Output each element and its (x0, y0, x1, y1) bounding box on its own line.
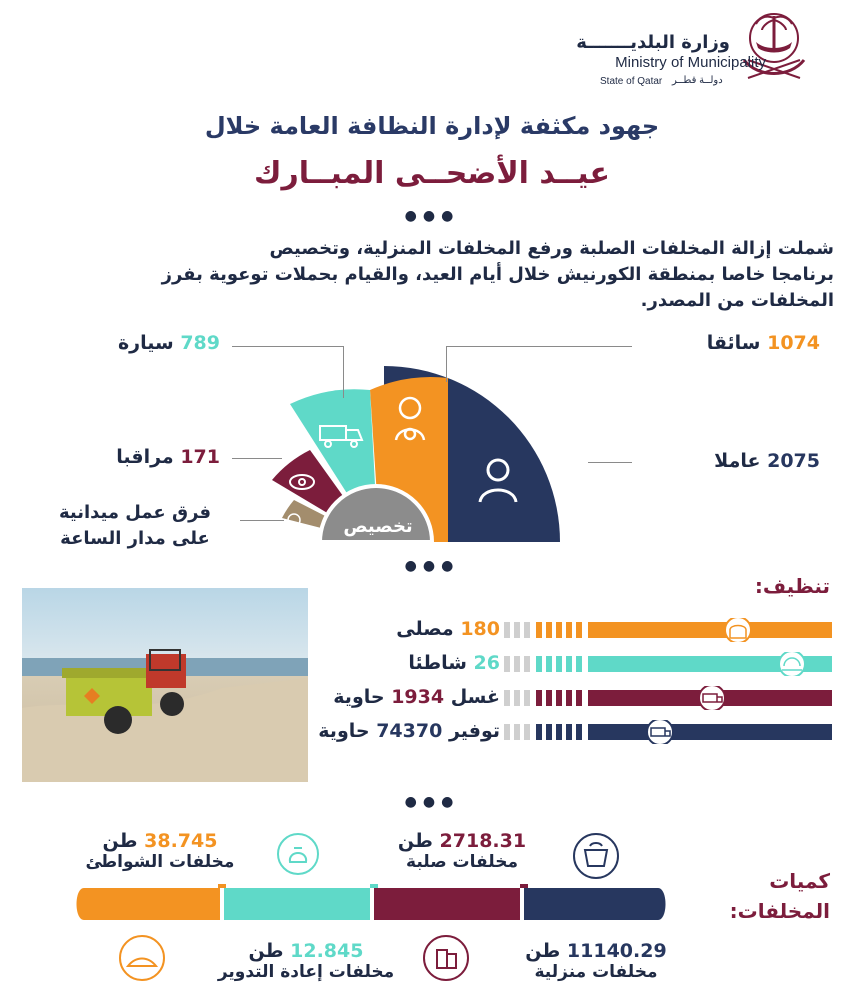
cleaning-row-prayer (312, 618, 832, 642)
household-waste-value-row (506, 940, 686, 962)
beach-waste-value-row (60, 830, 260, 852)
household-waste-label: مخلفات منزلية (534, 962, 658, 982)
waste-arrow-band (70, 884, 680, 924)
drivers-leader-line-v (446, 346, 447, 382)
drivers-leader-line (446, 346, 632, 347)
workers-label: عاملا (714, 450, 761, 472)
teams-line-2: على مدار الساعة (60, 528, 210, 549)
household-waste-value: 11140.29 (566, 940, 667, 962)
prayer-value: 180 (460, 618, 500, 640)
solid-waste-item (372, 830, 552, 872)
cleaning-row-wash (312, 686, 832, 710)
teams-stat (40, 500, 230, 552)
recycle-waste-unit: طن (248, 940, 284, 962)
solid-waste-value-row (372, 830, 552, 852)
waste-title-line-1: كميات (769, 869, 830, 893)
solid-waste-segment (374, 888, 520, 920)
trash-bin-icon (572, 832, 620, 880)
intro-paragraph (34, 236, 834, 314)
recycle-waste-segment (224, 888, 370, 920)
intro-line-1: شملت إزالة المخلفات الصلبة ورفع المخلفات المنزلية، وتخصيص (269, 238, 834, 259)
beach-cleaning-photo (22, 588, 308, 782)
beaches-bar (502, 652, 832, 676)
cleaning-row-beaches (312, 652, 832, 676)
ministry-logo (552, 8, 852, 88)
ministry-name-ar: وزارة البلديـــــــة (576, 32, 730, 53)
workers-leader-line (588, 462, 632, 463)
inspectors-stat (80, 446, 220, 468)
beach-waste-value: 38.745 (144, 830, 218, 852)
state-of-qatar-ar: دولــة قطــر (672, 75, 723, 86)
wash-bar (502, 686, 832, 710)
cleaning-row-label (310, 720, 500, 742)
waste-title (710, 866, 830, 926)
cans-icon (422, 934, 470, 982)
beach-waste-item (60, 830, 260, 872)
recycle-bag-icon (276, 832, 320, 876)
divider-dots-3: ●●● (404, 794, 460, 810)
allocation-fan-graphic (250, 330, 610, 546)
drivers-stat (640, 332, 820, 354)
state-of-qatar-en: State of Qatar (600, 76, 663, 87)
containers-label: حاوية (318, 720, 370, 742)
beach-waste-unit: طن (102, 830, 138, 852)
solid-waste-unit: طن (397, 830, 433, 852)
inspectors-label: مراقبا (116, 446, 174, 468)
intro-line-3: المخلفات من المصدر. (640, 290, 834, 311)
ministry-name-en: Ministry of Municipality (615, 54, 766, 71)
cars-value: 789 (180, 332, 220, 354)
containers-prefix: توفير (448, 720, 500, 742)
wash-prefix: غسل (450, 686, 500, 708)
recycle-waste-label: مخلفات إعادة التدوير (217, 962, 395, 982)
cleaning-title: تنظيف: (754, 574, 830, 598)
cars-leader-line-v (343, 346, 344, 398)
divider-dots-2: ●●● (404, 558, 460, 574)
cars-stat (90, 332, 220, 354)
workers-value: 2075 (767, 450, 820, 472)
wash-label: حاوية (333, 686, 385, 708)
recycle-waste-value: 12.845 (290, 940, 364, 962)
inspectors-leader-line (232, 458, 282, 459)
wash-value: 1934 (391, 686, 445, 708)
containers-value: 74370 (376, 720, 443, 742)
containers-bar (502, 720, 832, 744)
page-subtitle: عيــد الأضحــى المبــارك (253, 156, 610, 191)
inspectors-value: 171 (180, 446, 220, 468)
recycle-waste-item (206, 940, 406, 982)
cleaning-row-label (330, 618, 500, 640)
beach-waste-label: مخلفات الشواطئ (85, 852, 235, 872)
solid-waste-label: مخلفات صلبة (406, 852, 518, 872)
household-waste-segment (524, 888, 666, 920)
qatar-emblem-icon (738, 8, 810, 86)
household-waste-unit: طن (525, 940, 561, 962)
recycle-waste-value-row (206, 940, 406, 962)
beaches-value: 26 (473, 652, 500, 674)
cars-leader-line (232, 346, 344, 347)
beach-waste-segment (77, 888, 221, 920)
beaches-label: شاطئا (408, 652, 467, 674)
allocation-center-label: تخصيص (343, 516, 413, 537)
cleaning-row-containers (312, 720, 832, 744)
waste-title-line-2: المخلفات: (729, 899, 830, 923)
intro-line-2: برنامجا خاصا بمنطقة الكورنيش خلال أيام العيد، والقيام بحملات توعوية بفرز (161, 264, 834, 285)
divider-dots: ●●● (404, 208, 460, 224)
prayer-bar (502, 618, 832, 642)
workers-stat (640, 450, 820, 472)
cars-label: سيارة (117, 332, 174, 354)
solid-waste-value: 2718.31 (439, 830, 527, 852)
page-title: جهود مكثفة لإدارة النظافة العامة خلال (204, 112, 660, 140)
prayer-label: مصلى (396, 618, 454, 640)
teams-leader-line (240, 520, 284, 521)
beach-waste-icon (118, 934, 166, 982)
drivers-value: 1074 (767, 332, 820, 354)
household-waste-item (506, 940, 686, 982)
teams-line-1: فرق عمل ميدانية (58, 502, 212, 523)
drivers-label: سائقا (706, 332, 761, 354)
cleaning-row-label (310, 686, 500, 708)
cleaning-row-label (330, 652, 500, 674)
